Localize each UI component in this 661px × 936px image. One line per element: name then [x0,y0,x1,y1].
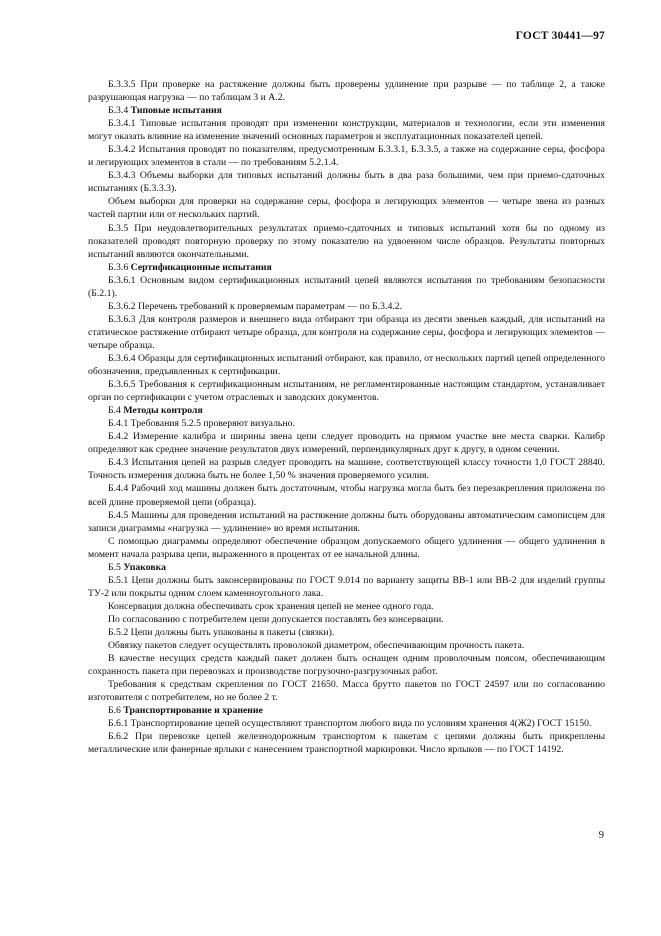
section-number: Б.3.4 [108,105,129,117]
page-number: 9 [598,830,604,841]
body-paragraph: Б.3.6.2 Перечень требований к проверяемым параметрам — по Б.3.4.2. [108,300,403,312]
body-paragraph: С помощью диаграммы определяют обеспечение образцом допускаемого общего удлинения — общего удлинения в момент начала разрыва цепи, выраженного в процентах от ее начальной длины. [88,535,605,560]
section-number: Б.6 [108,705,121,717]
body-paragraph: Б.4.4 Рабочий ход машины должен быть достаточным, чтобы нагрузка могла быть без перезакрепления приложена по всей длине проверяемой цепи (образца). [88,483,605,508]
body-paragraph: По согласованию с потребителем цепи допускается поставлять без консервации. [108,613,444,625]
section-title: Упаковка [123,561,166,573]
body-paragraph: Обвязку пакетов следует осуществлять проволокой диаметром, обеспечивающим прочность пакета. [108,640,525,652]
section-heading [88,261,605,274]
section-heading [88,404,605,417]
body-paragraph: Б.6.1 Транспортирование цепей осуществляют транспортом любого вида по условиям хранения 4(Ж2) ГОСТ 15150. [108,718,592,730]
body-paragraph: Б.3.4.3 Объемы выборки для типовых испытаний должны быть в два раза большими, чем при приемо-сдаточных испытаниях (Б.3.3.3). [88,170,605,195]
body-paragraph: Б.3.6.3 Для контроля размеров и внешнего вида отбирают три образца из десяти звеньев каждый, для испытаний на статическое растяжение отбирают четыре образца, для контроля на содержание серы, фосфора и легирующих элементов — четыре образца. [88,313,605,351]
document-header: ГОСТ 30441—97 [515,30,605,42]
body-paragraph: Консервация должна обеспечивать срок хранения цепей не менее одного года. [108,600,434,612]
section-heading [88,561,605,574]
body-paragraph: Требования к средствам скрепления по ГОСТ 21650. Масса брутто пакетов по ГОСТ 24597 или по согласованию изготовителя с потребителем, но не более 2 т. [88,679,605,704]
body-paragraph: Б.4.3 Испытания цепей на разрыв следует проводить на машине, соответствующей классу точности 1,0 ГОСТ 28840. Точность измерения должна быть не более 1,50 % значения проверяемого усилия. [88,457,605,482]
section-title: Типовые испытания [130,105,222,117]
body-paragraph: Объем выборки для проверки на содержание серы, фосфора и легирующих элементов — четыре звена из разных частей партии или от нескольких партий. [88,196,605,221]
body-paragraph: Б.5.1 Цепи должны быть законсервированы по ГОСТ 9.014 по варианту защиты ВВ-1 или ВВ-2 для изделий группы ТУ-2 или покрыты одним слоем каменноугольного лака. [88,574,605,599]
body-paragraph: Б.4.2 Измерение калибра и ширины звена цепи следует проводить на прямом участке вне места сварки. Калибр определяют как среднее значение результатов двух измерений, перпендикулярных друг к другу, в одном сечении. [88,431,605,456]
body-paragraph: Б.3.6.1 Основным видом сертификационных испытаний цепей являются испытания по требованиям безопасности (Б.2.1). [88,274,605,299]
section-heading [88,704,605,717]
section-number: Б.3.6 [108,261,129,273]
body-paragraph: Б.3.4.2 Испытания проводят по показателям, предусмотренным Б.3.3.1, Б.3.3.5, а также на содержание серы, фосфора и легирующих элементов в стали — по требованиям 5.2.1.4. [88,144,605,169]
body-paragraph: Б.4.5 Машины для проведения испытаний на растяжение должны быть оборудованы автоматическим самописцем для записи диаграммы «нагрузка — удлинение» во время испытания. [88,509,605,534]
body-paragraph: Б.5.2 Цепи должны быть упакованы в пакеты (связки). [108,626,335,638]
body-paragraph: Б.3.4.1 Типовые испытания проводят при изменении конструкции, материалов и технологии, если эти изменения могут оказать влияние на изменение значений основных параметров и эксплуатационных показателей цепей. [88,118,605,143]
section-heading [88,104,605,117]
body-paragraph: Б.3.6.5 Требования к сертификационным испытаниям, не регламентированные настоящим стандартом, устанавливает орган по сертификации с учетом отраслевых и заводских документов. [88,379,605,404]
section-number: Б.5 [108,561,121,573]
body-paragraph: Б.3.3.5 При проверке на растяжение должны быть проверены удлинение при разрыве — по таблице 2, а также разрушающая нагрузка — по таблицам 3 и А.2. [88,79,605,104]
body-paragraph: Б.3.5 При неудовлетворительных результатах приемо-сдаточных и типовых испытаний хотя бы по одному из показателей проводят повторную проверку по этому показателю на удвоенном числе образцов. Результаты повторных испытаний являются окончательными. [88,222,605,260]
body-paragraph: Б.4.1 Требования 5.2.5 проверяют визуально. [108,418,295,430]
section-title: Транспортирование и хранение [123,705,263,717]
body-paragraph: В качестве несущих средств каждый пакет должен быть оснащен одним проволочным поясом, обеспечивающим сохранность пакета при перевозках и производстве погрузочно-разгрузочных работ. [88,653,605,678]
section-number: Б.4 [108,405,121,417]
document-body [88,78,605,756]
body-paragraph: Б.6.2 При перевозке цепей железнодорожным транспортом к пакетам с цепями должны быть прикреплены металлические или фанерные ярлыки с нанесением транспортной маркировки. Число ярлыков — по ГОСТ 14192. [88,731,605,756]
body-paragraph: Б.3.6.4 Образцы для сертификационных испытаний отбирают, как правило, от нескольких партий цепей определенного обозначения, предъявленных к сертификации. [88,352,605,378]
section-title: Методы контроля [123,405,203,417]
section-title: Сертификационные испытания [130,261,272,273]
